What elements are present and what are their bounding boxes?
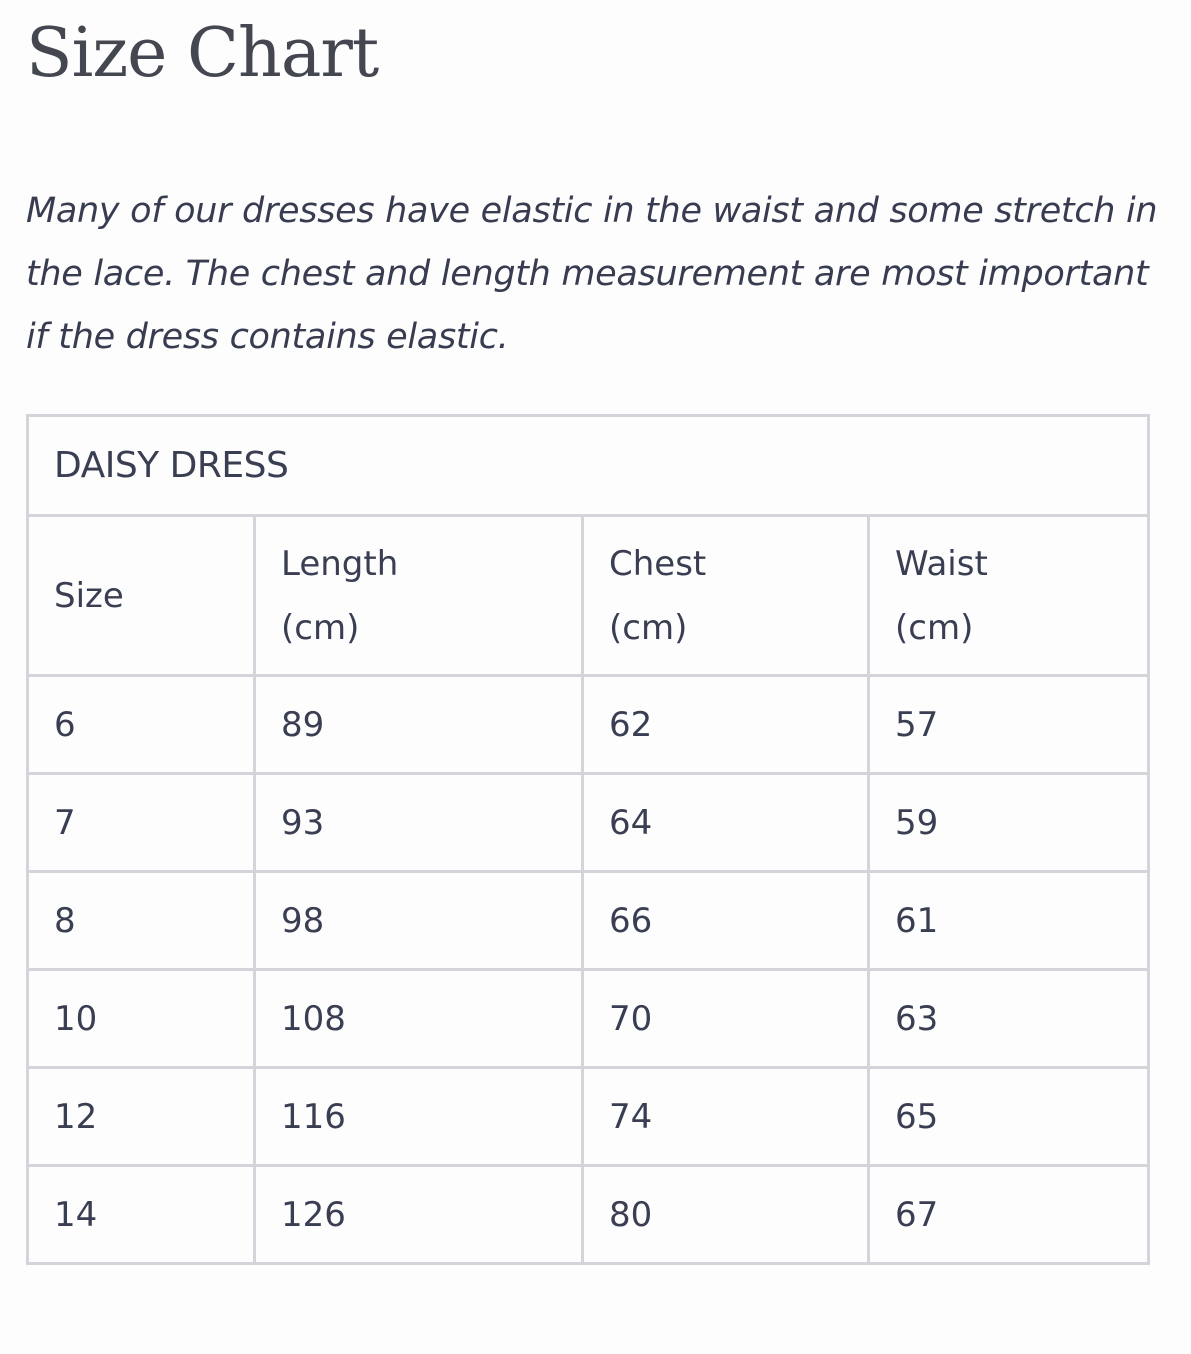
table-row <box>28 872 1149 970</box>
cell-size: 8 <box>28 872 255 970</box>
header-chest-label: Chest <box>609 543 707 584</box>
cell-length: 126 <box>255 1166 583 1264</box>
table-caption-row <box>28 416 1149 516</box>
header-size <box>28 516 255 676</box>
header-chest-unit: (cm) <box>609 607 688 648</box>
cell-chest: 74 <box>583 1068 869 1166</box>
cell-chest: 62 <box>583 676 869 774</box>
table-row <box>28 676 1149 774</box>
header-waist-label: Waist <box>895 543 988 584</box>
cell-size: 6 <box>28 676 255 774</box>
cell-waist: 61 <box>869 872 1149 970</box>
intro-paragraph: Many of our dresses have elastic in the waist and some stretch in the lace. The chest and length measurement are most important if the dress contains elastic. <box>26 191 1158 357</box>
table-row <box>28 774 1149 872</box>
cell-length: 108 <box>255 970 583 1068</box>
cell-waist: 63 <box>869 970 1149 1068</box>
size-table <box>26 414 1150 1265</box>
header-size-label: Size <box>54 575 124 616</box>
cell-size: 12 <box>28 1068 255 1166</box>
cell-size: 10 <box>28 970 255 1068</box>
cell-waist: 67 <box>869 1166 1149 1264</box>
header-length-unit: (cm) <box>281 607 360 648</box>
cell-waist: 57 <box>869 676 1149 774</box>
header-length-label: Length <box>281 543 399 584</box>
cell-waist: 59 <box>869 774 1149 872</box>
cell-length: 93 <box>255 774 583 872</box>
cell-length: 116 <box>255 1068 583 1166</box>
table-header-row <box>28 516 1149 676</box>
cell-size: 7 <box>28 774 255 872</box>
cell-length: 98 <box>255 872 583 970</box>
header-length <box>255 516 583 676</box>
cell-chest: 80 <box>583 1166 869 1264</box>
page-title: Size Chart <box>26 14 379 93</box>
table-row <box>28 1166 1149 1264</box>
cell-size: 14 <box>28 1166 255 1264</box>
cell-chest: 64 <box>583 774 869 872</box>
header-waist <box>869 516 1149 676</box>
cell-length: 89 <box>255 676 583 774</box>
table-caption: DAISY DRESS <box>28 416 1149 516</box>
header-waist-unit: (cm) <box>895 607 974 648</box>
cell-waist: 65 <box>869 1068 1149 1166</box>
header-chest <box>583 516 869 676</box>
cell-chest: 70 <box>583 970 869 1068</box>
cell-chest: 66 <box>583 872 869 970</box>
table-row <box>28 1068 1149 1166</box>
table-row <box>28 970 1149 1068</box>
